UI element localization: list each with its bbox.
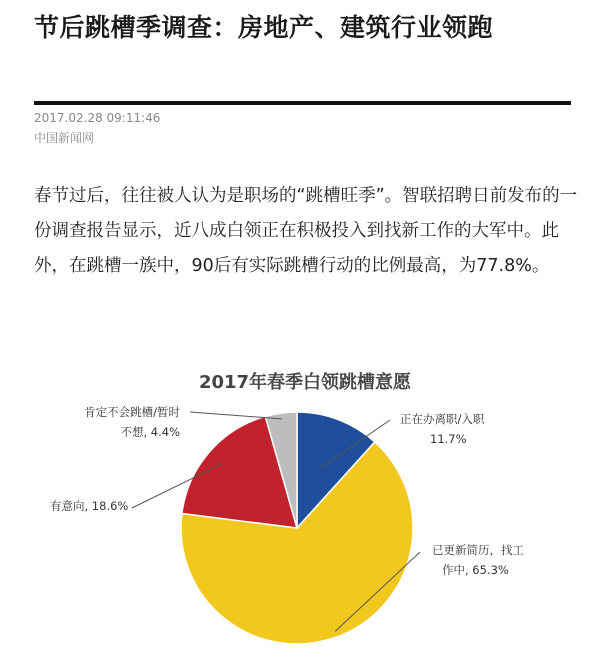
slice-label [50, 499, 128, 513]
pie-chart [0, 358, 600, 659]
article-title: 节后跳槽季调查：房地产、建筑行业领跑 [34, 13, 494, 42]
slice-label-line: 肯定不会跳槽/暂时 [84, 405, 180, 419]
title-divider [34, 101, 571, 105]
slice-label-line: 不想, 4.4% [120, 425, 180, 439]
slice-label-line: 正在办离职/入职 [400, 412, 485, 426]
chart-title: 2017年春季白领跳槽意愿 [198, 372, 412, 393]
slice-label-line: 11.7% [430, 432, 467, 446]
article-source[interactable]: 中国新闻网 [34, 131, 95, 145]
article-paragraph: 春节过后，往往被人认为是职场的“跳槽旺季”。智联招聘日前发布的一份调查报告显示，近八成白领正在积极投入到找新工作的大军中。此外，在跳槽一族中，90后有实际跳槽行动的比例最高，为77.8%。 [34, 186, 578, 276]
slice-label-line: 有意向, 18.6% [50, 499, 129, 513]
slice-label-line: 作中, 65.3% [442, 563, 509, 577]
slice-label [432, 543, 524, 577]
slice-label [84, 405, 180, 439]
slice-label-line: 已更新简历，找工 [432, 543, 524, 557]
publish-date: 2017.02.28 09:11:46 [34, 111, 161, 125]
slice-label [400, 412, 485, 446]
